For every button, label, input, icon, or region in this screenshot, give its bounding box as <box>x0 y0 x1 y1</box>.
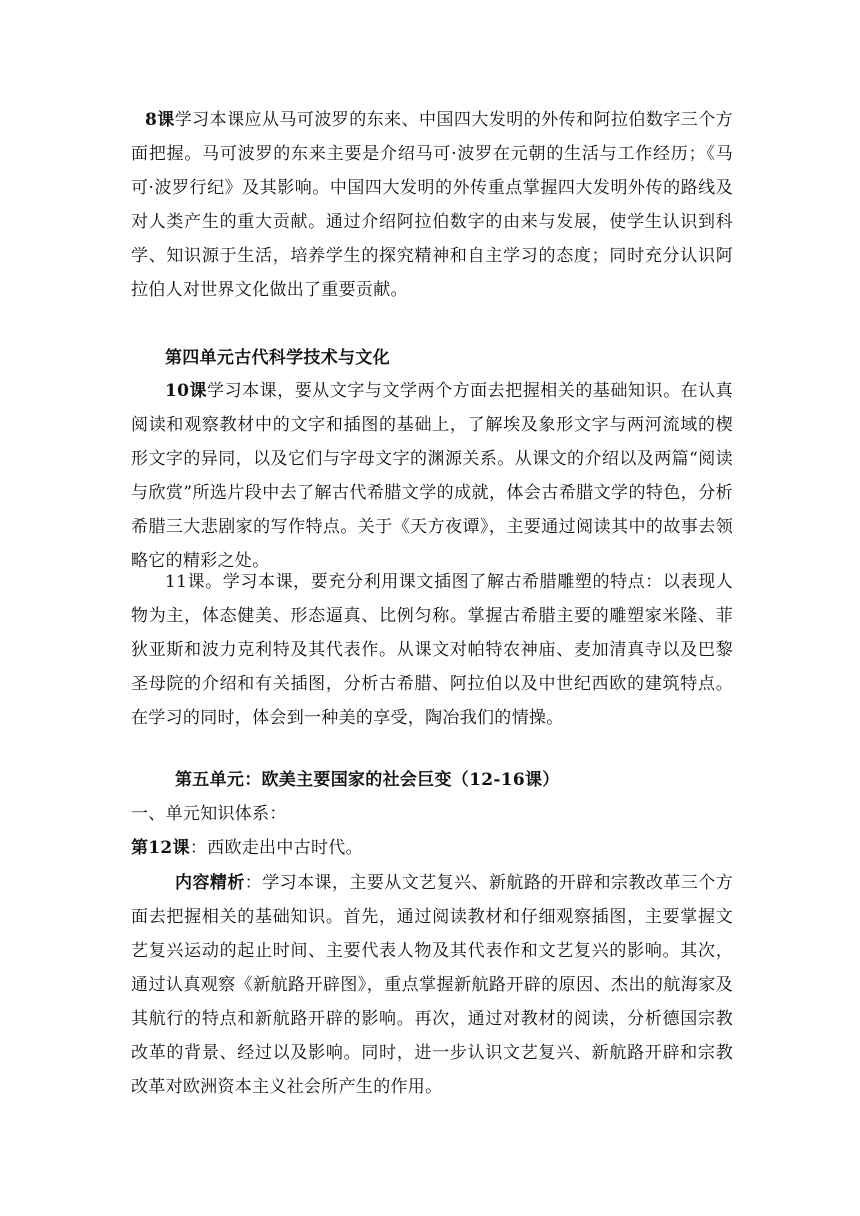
lesson8-text: 学习本课应从马可波罗的东来、中国四大发明的外传和阿拉伯数字三个方面把握。马可波罗的东来主要是介绍马可·波罗在元朝的生活与工作经历；《马可·波罗行纪》及其影响。中国四大发明的外传重点掌握四大发明外传的路线及对人类产生的重大贡献。通过介绍阿拉伯数字的由来与发展，使学生认识到科学、知识源于生活，培养学生的探究精神和自主学习的态度；同时充分认识阿拉伯人对世界文化做出了重要贡献。 <box>131 110 733 300</box>
lesson12-label: 第12课 <box>131 838 190 858</box>
lesson11-paragraph <box>131 565 733 735</box>
unit5-section-knowledge-system: 一、单元知识体系： <box>131 804 287 824</box>
content-analysis-paragraph <box>131 866 733 1104</box>
unit5-heading: 第五单元：欧美主要国家的社会巨变（12-16课） <box>175 770 560 790</box>
lesson12-title-line <box>131 831 363 865</box>
lesson11-label: 11课 <box>165 572 206 592</box>
unit4-heading: 第四单元古代科学技术与文化 <box>165 348 390 368</box>
lesson10-paragraph <box>131 374 733 578</box>
lesson10-label: 10课 <box>165 381 208 401</box>
lesson8-label: 8课 <box>145 110 175 130</box>
lesson11-text: 。学习本课，要充分利用课文插图了解古希腊雕塑的特点：以表现人物为主，体态健美、形态逼真、比例匀称。掌握古希腊主要的雕塑家米隆、菲狄亚斯和波力克利特及其代表作。从课文对帕特农神庙、麦加清真寺以及巴黎圣母院的介绍和有关插图，分析古希腊、阿拉伯以及中世纪西欧的建筑特点。在学习的同时，体会到一种美的享受，陶冶我们的情操。 <box>131 572 733 728</box>
content-analysis-text: ：学习本课，主要从文艺复兴、新航路的开辟和宗教改革三个方面去把握相关的基础知识。首先，通过阅读教材和仔细观察插图，主要掌握文艺复兴运动的起止时间、主要代表人物及其代表作和文艺复兴的影响。其次，通过认真观察《新航路开辟图》，重点掌握新航路开辟的原因、杰出的航海家及其航行的特点和新航路开辟的影响。再次，通过对教材的阅读，分析德国宗教改革的背景、经过以及影响。同时，进一步认识文艺复兴、新航路开辟和宗教改革对欧洲资本主义社会所产生的作用。 <box>131 873 734 1097</box>
lesson8-paragraph <box>131 103 733 307</box>
lesson10-text: 学习本课，要从文字与文学两个方面去把握相关的基础知识。在认真阅读和观察教材中的文字和插图的基础上，了解埃及象形文字与两河流域的楔形文字的异同，以及它们与字母文字的渊源关系。从课文的介绍以及两篇“阅读与欣赏”所选片段中去了解古代希腊文学的成就，体会古希腊文学的特色，分析希腊三大悲剧家的写作特点。关于《天方夜谭》，主要通过阅读其中的故事去领略它的精彩之处。 <box>131 381 734 571</box>
lesson12-title: ：西欧走出中古时代。 <box>189 838 363 858</box>
content-analysis-label: 内容精析 <box>175 873 245 893</box>
